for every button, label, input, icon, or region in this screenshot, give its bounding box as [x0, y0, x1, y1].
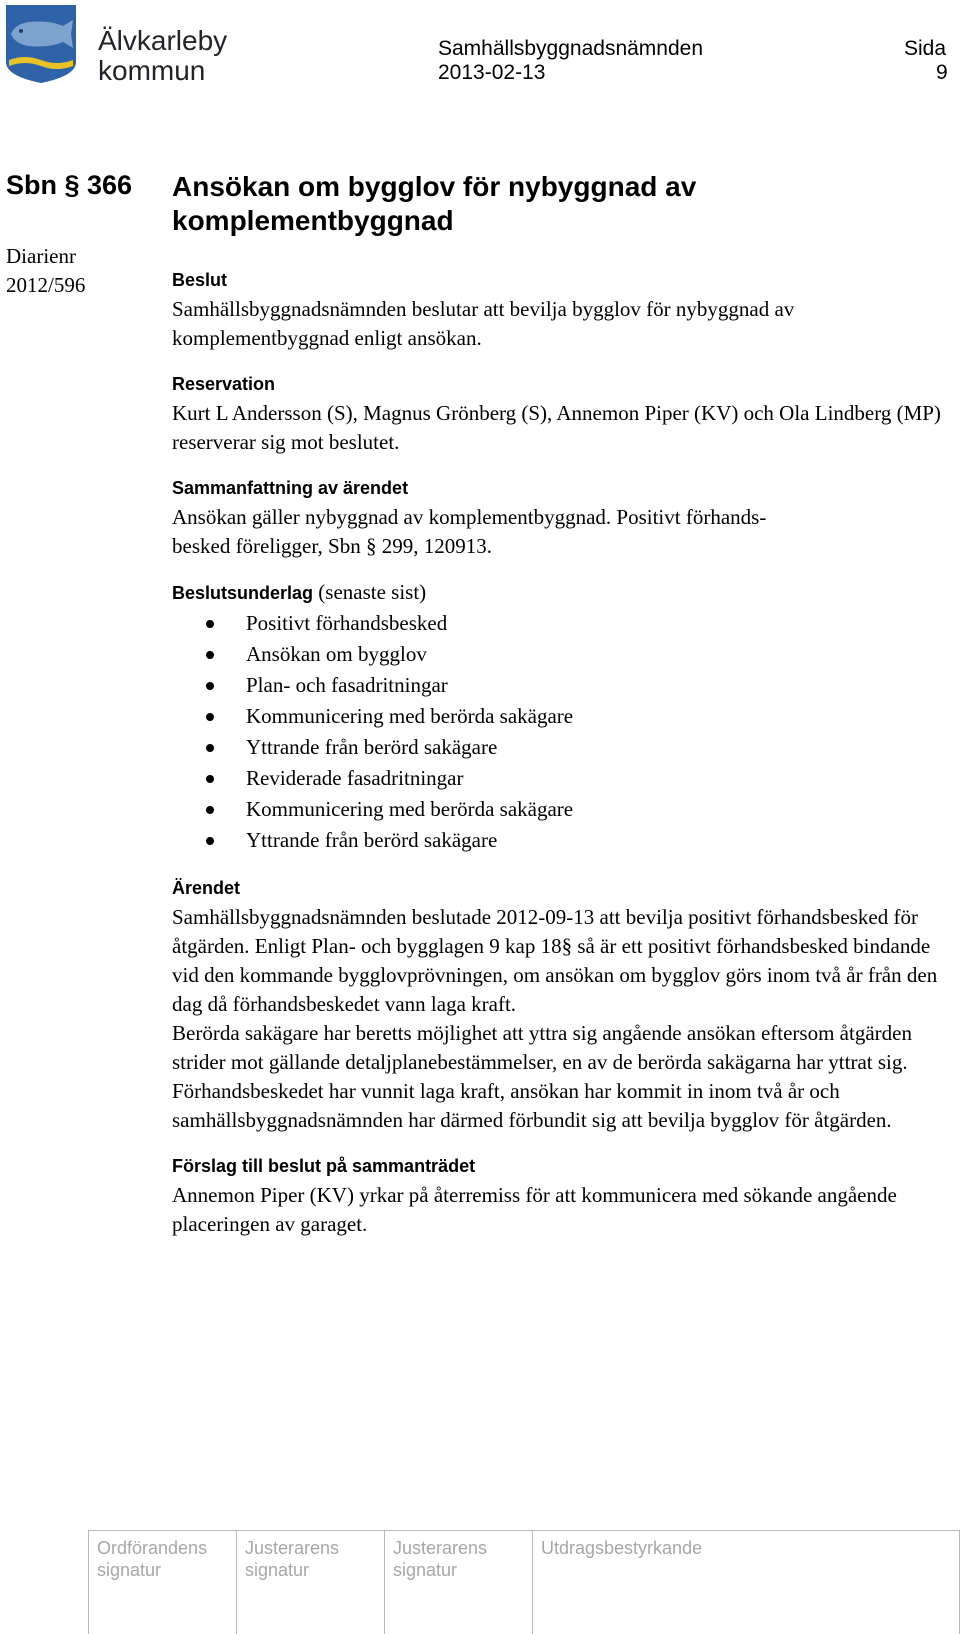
municipality-logo: [5, 4, 77, 84]
arendet-paragraph: Förhandsbeskedet har vunnit laga kraft, ansökan har kommit in inom två år och samhällsbyggnadsnämnden har därmed förbundit sig att bevilja bygglov för åtgärden.: [172, 1079, 892, 1132]
signature-label: signatur: [97, 1560, 162, 1580]
bullet-icon: [206, 775, 214, 783]
list-item-text: Reviderade fasadritningar: [246, 766, 464, 790]
signature-label: Justerarens: [393, 1538, 488, 1558]
reservation-heading: Reservation: [172, 374, 276, 394]
beslutsunderlag-title: [172, 578, 952, 608]
list-item-text: Plan- och fasadritningar: [246, 673, 448, 697]
list-item: [172, 701, 952, 732]
forslag-heading: Förslag till beslut på sammanträdet: [172, 1156, 476, 1176]
case-title: Ansökan om bygglov för nybyggnad av komplementbyggnad: [172, 171, 697, 236]
list-item-text: Yttrande från berörd sakägare: [246, 828, 498, 852]
list-item: [172, 825, 952, 856]
bullet-icon: [206, 744, 214, 752]
beslut-text: Samhällsbyggnadsnämnden beslutar att bevilja bygglov för nybyggnad av komplementbyggnad enligt ansökan.: [172, 297, 795, 350]
arendet-heading: Ärendet: [172, 878, 241, 898]
bullet-icon: [206, 806, 214, 814]
bullet-icon: [206, 837, 214, 845]
list-item: [172, 670, 952, 701]
list-item: [172, 763, 952, 794]
signature-footer: [88, 1530, 960, 1634]
page-label: Sida: [904, 37, 947, 60]
bullet-icon: [206, 620, 214, 628]
list-item: [172, 639, 952, 670]
diarie-label: Diarienr: [6, 244, 76, 268]
sammanfattning-line2: besked föreligger, Sbn § 299, 120913.: [172, 534, 492, 558]
section-beslut: [172, 266, 952, 353]
list-item-text: Yttrande från berörd sakägare: [246, 735, 498, 759]
main-content: [172, 266, 952, 1239]
arendet-paragraph: Samhällsbyggnadsnämnden beslutade 2012-09-13 att bevilja positivt förhandsbesked för åtgärden. Enligt Plan- och bygglagen 9 kap 18§ så är ett positivt förhandsbesked bindande vid den kommande bygglovprövningen, om ansökan om bygglov görs inom två år från den dag då förhandsbeskedet vann laga kraft.: [172, 905, 938, 1016]
page-number: 9: [936, 61, 948, 84]
list-item: [172, 608, 952, 639]
meeting-date: 2013-02-13: [438, 61, 546, 84]
signature-box-adjuster-1: [237, 1531, 385, 1634]
sammanfattning-line1: Ansökan gäller nybyggnad av komplementbyggnad. Positivt förhands-: [172, 505, 767, 529]
section-sammanfattning: [172, 474, 952, 561]
list-item-text: Kommunicering med berörda sakägare: [246, 704, 574, 728]
bullet-icon: [206, 651, 214, 659]
org-name-line1: Älvkarleby: [98, 25, 228, 56]
bullet-icon: [206, 682, 214, 690]
signature-label: Utdragsbestyrkande: [541, 1538, 703, 1558]
section-forslag: [172, 1152, 952, 1239]
signature-label: Justerarens: [245, 1538, 340, 1558]
org-name-line2: kommun: [98, 55, 206, 86]
section-beslutsunderlag: [172, 578, 952, 856]
forslag-text: Annemon Piper (KV) yrkar på återremiss för att kommunicera med sökande angående placeringen av garaget.: [172, 1183, 897, 1236]
diarie-number: 2012/596: [6, 273, 86, 297]
arendet-paragraph: Berörda sakägare har beretts möjlighet att yttra sig angående ansökan eftersom åtgärden strider mot gällande detaljplanebestämmelser, en av de berörda sakägarna har yttrat sig.: [172, 1021, 912, 1074]
beslutsunderlag-note: (senaste sist): [313, 580, 427, 604]
signature-label: Ordförandens: [97, 1538, 208, 1558]
section-reservation: [172, 370, 952, 457]
signature-box-certified-extract: [533, 1531, 959, 1634]
bullet-icon: [206, 713, 214, 721]
list-item-text: Ansökan om bygglov: [246, 642, 427, 666]
list-item: [172, 732, 952, 763]
signature-label: signatur: [245, 1560, 310, 1580]
beslutsunderlag-heading: Beslutsunderlag: [172, 583, 314, 603]
sammanfattning-heading: Sammanfattning av ärendet: [172, 478, 409, 498]
beslutsunderlag-list: [172, 608, 952, 856]
beslut-heading: Beslut: [172, 270, 228, 290]
signature-box-chair: [89, 1531, 237, 1634]
section-arendet: [172, 874, 952, 1135]
list-item-text: Positivt förhandsbesked: [246, 611, 448, 635]
list-item: [172, 794, 952, 825]
paragraph-number: Sbn § 366: [6, 170, 133, 200]
reservation-text: Kurt L Andersson (S), Magnus Grönberg (S), Annemon Piper (KV) och Ola Lindberg (MP) reserverar sig mot beslutet.: [172, 401, 941, 454]
signature-box-adjuster-2: [385, 1531, 533, 1634]
list-item-text: Kommunicering med berörda sakägare: [246, 797, 574, 821]
committee-name: Samhällsbyggnadsnämnden: [438, 37, 704, 60]
signature-label: signatur: [393, 1560, 458, 1580]
